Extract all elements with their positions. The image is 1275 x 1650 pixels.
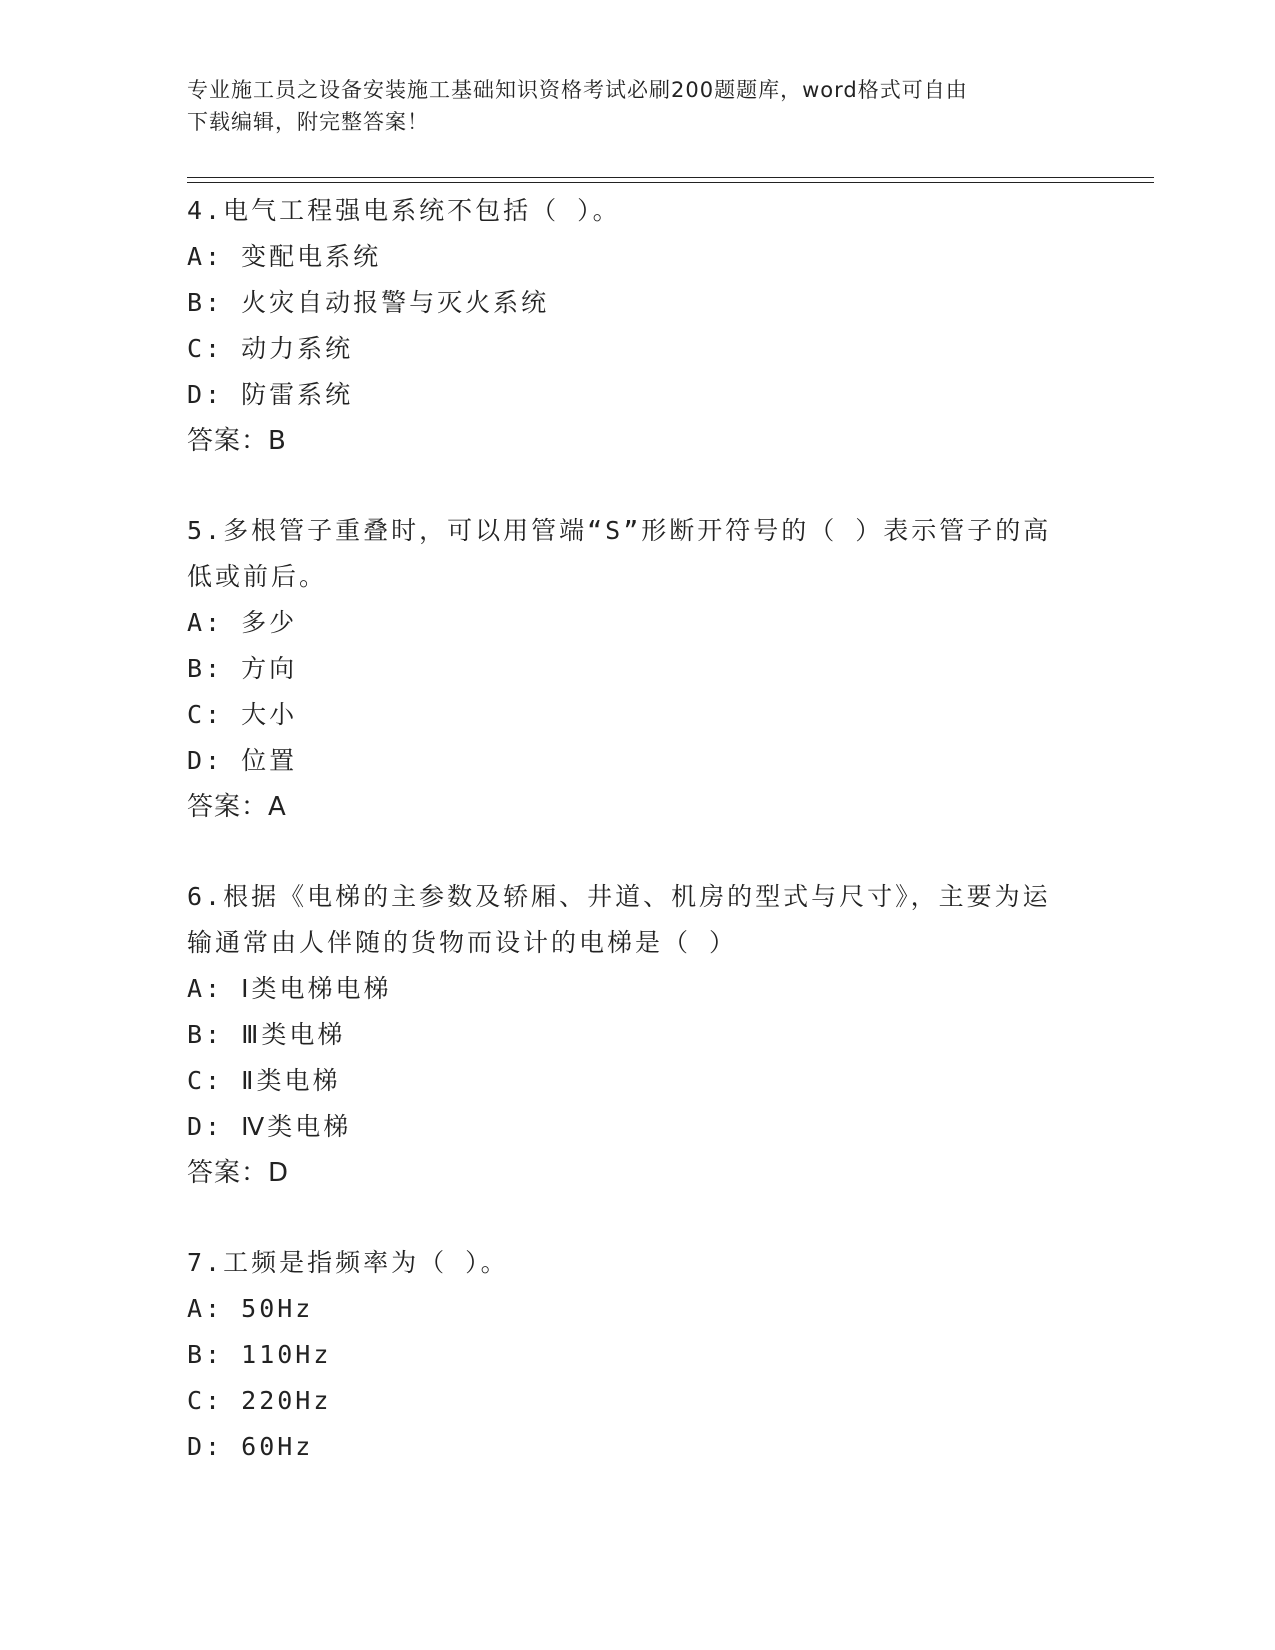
option-c: C: 大小 xyxy=(187,700,298,729)
option-c: C: 220Hz xyxy=(187,1386,332,1415)
option-b: B: 110Hz xyxy=(187,1340,332,1369)
option-a: A: 多少 xyxy=(187,608,298,637)
header-rule-top xyxy=(187,177,1154,178)
question-spacer xyxy=(187,830,1087,874)
option-a: A: 50Hz xyxy=(187,1294,314,1323)
document-intro xyxy=(187,74,1067,138)
question-5 xyxy=(187,508,1087,830)
question-stem: 7.工频是指频率为（ ）。 xyxy=(187,1248,509,1277)
question-stem: 5.多根管子重叠时，可以用管端“S”形断开符号的（ ）表示管子的高低或前后。 xyxy=(187,516,1052,591)
header-rule-bottom xyxy=(187,182,1154,183)
question-6 xyxy=(187,874,1087,1196)
option-d: D: 60Hz xyxy=(187,1432,314,1461)
answer-line: 答案：A xyxy=(187,792,287,822)
question-list xyxy=(187,188,1087,1470)
option-b: B: 火灾自动报警与灭火系统 xyxy=(187,288,550,317)
option-a: A: Ⅰ类电梯电梯 xyxy=(187,974,392,1003)
option-d: D: 防雷系统 xyxy=(187,380,354,409)
question-7 xyxy=(187,1240,1087,1470)
intro-line-1: 专业施工员之设备安装施工基础知识资格考试必刷200题题库，word格式可自由 xyxy=(187,78,968,102)
question-spacer xyxy=(187,464,1087,508)
option-b: B: 方向 xyxy=(187,654,298,683)
option-c: C: Ⅱ类电梯 xyxy=(187,1066,341,1095)
question-spacer xyxy=(187,1196,1087,1240)
intro-line-2: 下载编辑，附完整答案！ xyxy=(187,110,429,134)
option-d: D: Ⅳ类电梯 xyxy=(187,1112,352,1141)
question-4 xyxy=(187,188,1087,464)
question-stem: 4.电气工程强电系统不包括（ ）。 xyxy=(187,196,621,225)
option-a: A: 变配电系统 xyxy=(187,242,382,271)
question-stem: 6.根据《电梯的主参数及轿厢、井道、机房的型式与尺寸》，主要为运输通常由人伴随的货物而设计的电梯是（ ） xyxy=(187,882,1051,957)
option-b: B: Ⅲ类电梯 xyxy=(187,1020,346,1049)
option-c: C: 动力系统 xyxy=(187,334,354,363)
option-d: D: 位置 xyxy=(187,746,298,775)
answer-line: 答案：B xyxy=(187,426,287,456)
answer-line: 答案：D xyxy=(187,1158,290,1188)
